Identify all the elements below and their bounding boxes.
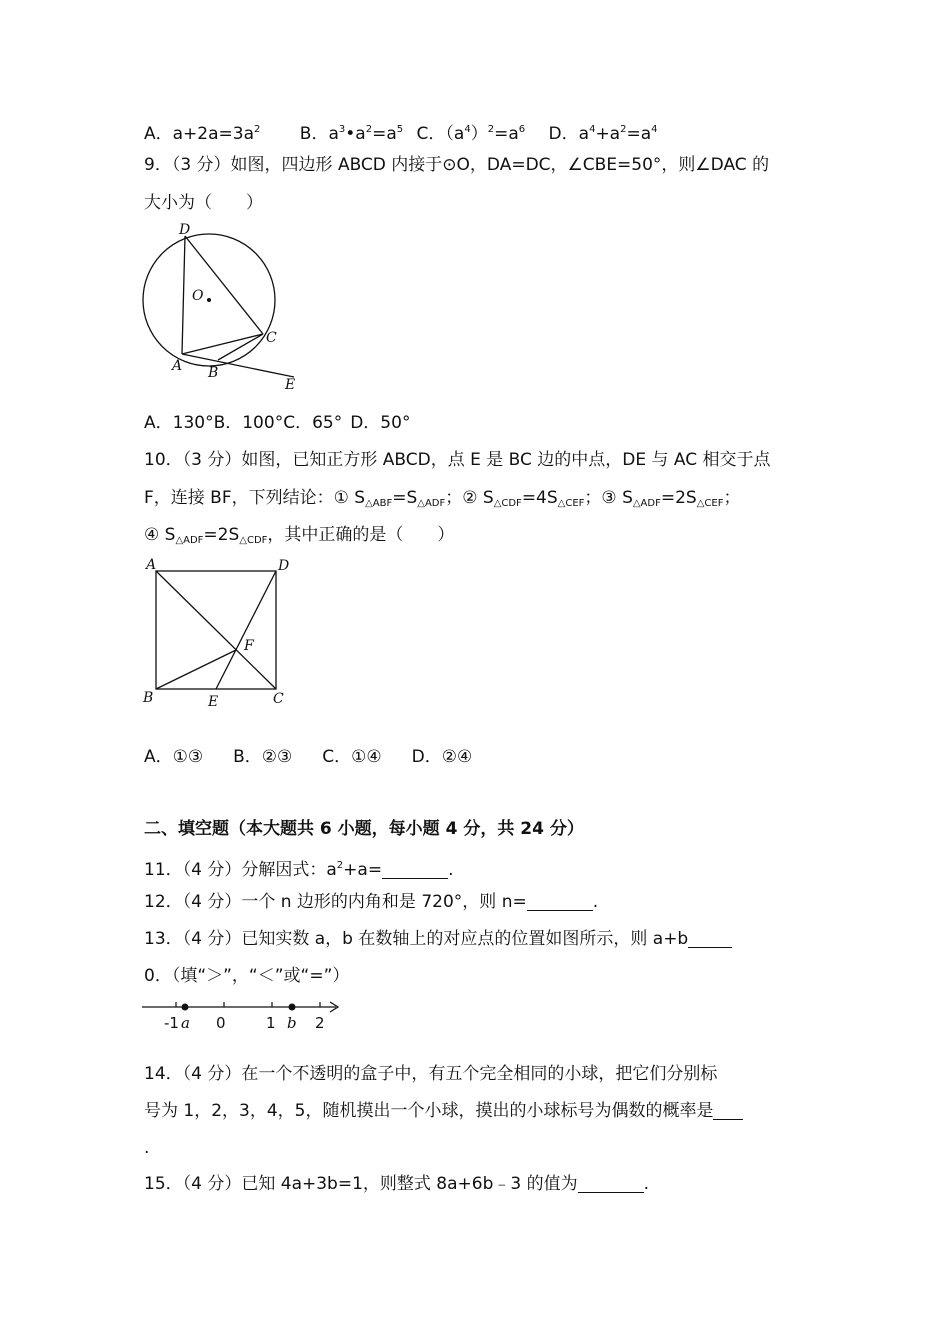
q10-label-a: A bbox=[146, 557, 157, 573]
q10-label-c: C bbox=[273, 691, 284, 707]
q13-point-b bbox=[289, 1004, 296, 1011]
q14-stem-line2: 号为 1，2，3，4，5，随机摸出一个小球，摸出的小球标号为偶数的概率是 bbox=[144, 1099, 743, 1123]
q10-label-b: B bbox=[143, 690, 154, 706]
q8-option-c: C．$(a^4)^2=a^6$ bbox=[416, 124, 526, 144]
q12-answer-blank bbox=[527, 892, 593, 911]
q10-square-figure bbox=[140, 554, 300, 714]
q9-options bbox=[144, 411, 410, 435]
q13-label-0: 0 bbox=[216, 1014, 226, 1032]
q9-label-b: B bbox=[208, 365, 219, 381]
q10-stem-line2: F，连接 BF，下列结论：① $S_{\triangle ABF}=S_{\triangle ADF}$；② $S_{\triangle CDF}=4S_{\triangle CEF}$；③ $S_{\triangle ADF}=2S_{\triangle CEF}$； bbox=[144, 488, 741, 509]
q10-option-c: C．①④ bbox=[322, 747, 382, 767]
q8-option-a: A．$a+2a=3a^2$ bbox=[144, 124, 261, 144]
q9-segment-dc bbox=[185, 236, 263, 334]
q9-label-a: A bbox=[172, 358, 183, 374]
q13-answer-blank bbox=[688, 929, 732, 948]
q9-segment-da bbox=[182, 236, 185, 354]
section-2-title: 二、填空题（本大题共 6 小题，每小题 4 分，共 24 分） bbox=[144, 819, 584, 839]
q9-label-o: O bbox=[192, 288, 204, 304]
q13-stem-line2: 0．（填“＞”，“＜”或“=”） bbox=[144, 966, 350, 986]
q10-label-d: D bbox=[278, 558, 290, 574]
q11-answer-blank bbox=[382, 860, 448, 879]
q8-option-d: D．$a^4+a^2=a^4$ bbox=[548, 124, 658, 144]
q11: 11．（4 分）分解因式：$a^2+a=$ . bbox=[144, 860, 454, 880]
q14-answer-blank bbox=[713, 1101, 743, 1120]
q14-stem-line1: 14．（4 分）在一个不透明的盒子中，有五个完全相同的小球，把它们分别标 bbox=[144, 1064, 718, 1084]
q8-option-b: B．$a^3•a^2=a^5$ bbox=[299, 124, 404, 144]
q10-stem-line1: 10．（3 分）如图，已知正方形 ABCD，点 E 是 BC 边的中点，DE 与 AC 相交于点 bbox=[144, 450, 771, 470]
q10-label-e: E bbox=[208, 694, 219, 710]
q9-option-a: A．130° bbox=[144, 413, 214, 433]
q9-label-c: C bbox=[266, 330, 277, 346]
q13-label-b: b bbox=[287, 1014, 297, 1032]
q9-option-d: D．50° bbox=[350, 413, 411, 433]
q9-label-d: D bbox=[179, 222, 191, 238]
q13-label-neg1: -1 bbox=[164, 1014, 179, 1032]
q10-options bbox=[144, 745, 472, 769]
q10-option-d: D．②④ bbox=[411, 747, 473, 767]
q13-label-2: 2 bbox=[315, 1014, 325, 1032]
q9-circle-figure bbox=[138, 218, 308, 398]
q9-stem-line2: 大小为（ ） bbox=[144, 193, 263, 213]
q9-label-e: E bbox=[285, 377, 296, 393]
q13-stem-line1: 13．（4 分）已知实数 a，b 在数轴上的对应点的位置如图所示，则 a+b bbox=[144, 927, 732, 951]
q8-options bbox=[144, 118, 658, 146]
q12: 12．（4 分）一个 n 边形的内角和是 720°，则 n= . bbox=[144, 892, 599, 912]
q14-stem-line3: . bbox=[144, 1138, 150, 1158]
q9-center-dot bbox=[207, 298, 211, 302]
q10-stem-line3: ④ $S_{\triangle ADF}=2S_{\triangle CDF}$，其中正确的是（ ） bbox=[144, 525, 455, 546]
q10-diagonal-ac bbox=[156, 571, 276, 689]
q13-label-1: 1 bbox=[266, 1014, 276, 1032]
q15-answer-blank bbox=[578, 1174, 644, 1193]
q10-segment-de bbox=[216, 571, 276, 689]
q13-point-a bbox=[182, 1004, 189, 1011]
q10-segment-bf bbox=[156, 650, 236, 689]
q9-option-b: B．100° bbox=[213, 413, 284, 433]
q9-option-c: C．65° bbox=[283, 413, 343, 433]
q13-number-line bbox=[140, 994, 350, 1032]
q10-option-a: A．①③ bbox=[144, 747, 204, 767]
q15: 15．（4 分）已知 4a+3b=1，则整式 8a+6b﹣3 的值为 . bbox=[144, 1174, 650, 1194]
q9-stem-line1: 9．（3 分）如图，四边形 ABCD 内接于⊙O，DA=DC，∠CBE=50°，则∠DAC 的 bbox=[144, 155, 770, 175]
q13-label-a: a bbox=[181, 1014, 190, 1032]
q10-option-b: B．②③ bbox=[233, 747, 293, 767]
q10-label-f: F bbox=[244, 638, 254, 654]
